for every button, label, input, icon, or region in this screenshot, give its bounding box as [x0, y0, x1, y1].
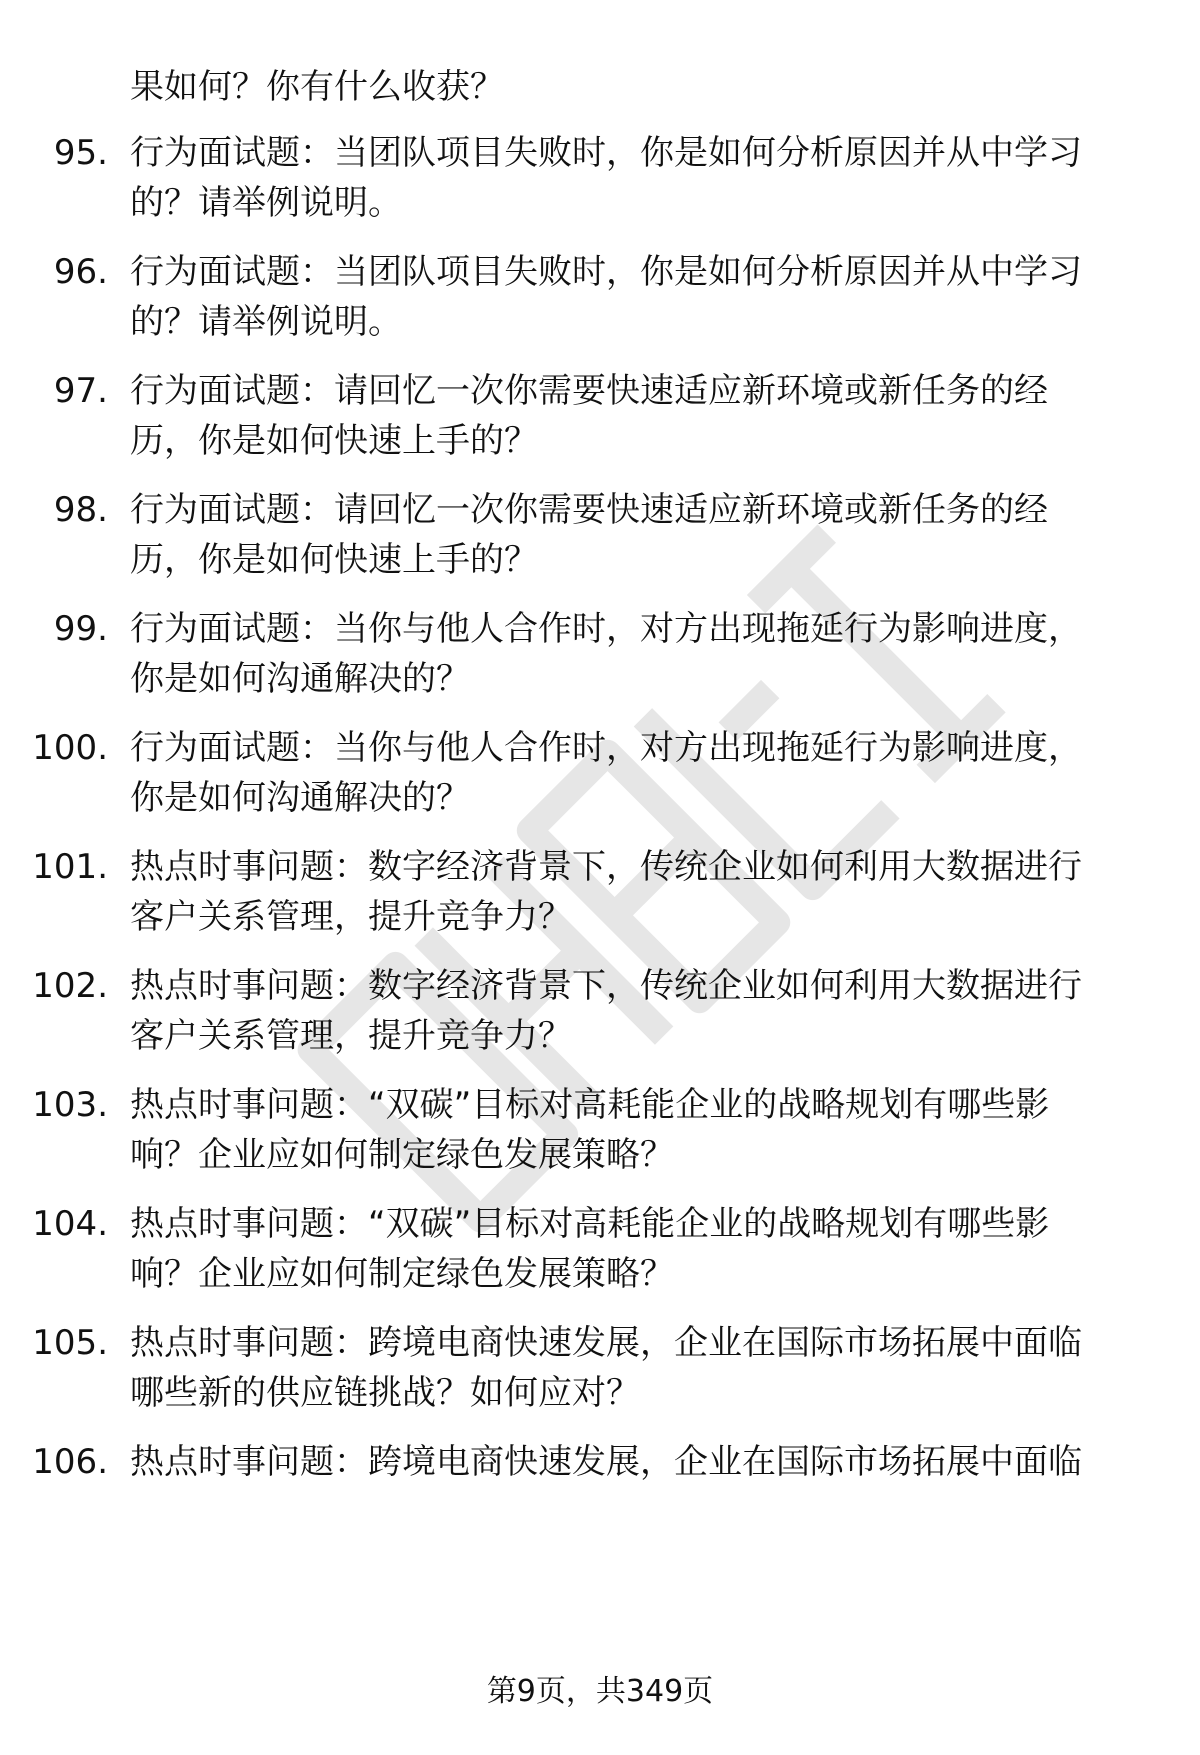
question-line: 热点时事问题：跨境电商快速发展，企业在国际市场拓展中面临 — [130, 1323, 1082, 1363]
question-number: 95. — [53, 133, 108, 173]
question-text — [130, 366, 1140, 466]
page-footer: 第9页，共349页 — [486, 1674, 714, 1709]
question-line: 你是如何沟通解决的？ — [130, 778, 470, 818]
question-line: 行为面试题：当团队项目失败时，你是如何分析原因并从中学习 — [130, 133, 1082, 173]
question-number: 106. — [32, 1442, 108, 1482]
question-number: 96. — [53, 252, 108, 292]
question-line: 客户关系管理，提升竞争力？ — [130, 1016, 572, 1056]
question-text — [130, 128, 1140, 228]
question-text — [130, 604, 1140, 704]
question-number: 98. — [53, 490, 108, 530]
question-line: 热点时事问题：“双碳”目标对高耗能企业的战略规划有哪些影 — [130, 1085, 1050, 1125]
question-line: 热点时事问题：数字经济背景下，传统企业如何利用大数据进行 — [130, 847, 1082, 887]
question-line: 响？企业应如何制定绿色发展策略？ — [130, 1135, 674, 1175]
question-line: 的？请举例说明。 — [130, 183, 402, 223]
question-text — [130, 961, 1140, 1061]
question-line: 行为面试题：请回忆一次你需要快速适应新环境或新任务的经 — [130, 490, 1048, 530]
question-line: 行为面试题：请回忆一次你需要快速适应新环境或新任务的经 — [130, 371, 1048, 411]
question-number: 102. — [32, 966, 108, 1006]
question-line: 热点时事问题：“双碳”目标对高耗能企业的战略规划有哪些影 — [130, 1204, 1050, 1244]
question-number: 103. — [32, 1085, 108, 1125]
question-line: 历，你是如何快速上手的？ — [130, 540, 538, 580]
question-text — [130, 247, 1140, 347]
question-line: 热点时事问题：数字经济背景下，传统企业如何利用大数据进行 — [130, 966, 1082, 1006]
question-number: 99. — [53, 609, 108, 649]
continued-question-line: 果如何？你有什么收获？ — [130, 67, 504, 107]
question-text — [130, 1318, 1140, 1418]
question-line: 行为面试题：当你与他人合作时，对方出现拖延行为影响进度， — [130, 609, 1082, 649]
question-line: 行为面试题：当团队项目失败时，你是如何分析原因并从中学习 — [130, 252, 1082, 292]
question-text — [130, 1437, 1140, 1487]
question-line: 客户关系管理，提升竞争力？ — [130, 897, 572, 937]
question-line: 行为面试题：当你与他人合作时，对方出现拖延行为影响进度， — [130, 728, 1082, 768]
question-number: 101. — [32, 847, 108, 887]
question-text — [130, 723, 1140, 823]
question-text — [130, 1199, 1140, 1299]
question-number: 97. — [53, 371, 108, 411]
question-number: 100. — [32, 728, 108, 768]
question-line: 历，你是如何快速上手的？ — [130, 421, 538, 461]
question-line: 响？企业应如何制定绿色发展策略？ — [130, 1254, 674, 1294]
question-line: 热点时事问题：跨境电商快速发展，企业在国际市场拓展中面临 — [130, 1442, 1082, 1482]
question-line: 哪些新的供应链挑战？如何应对？ — [130, 1373, 640, 1413]
question-text — [130, 485, 1140, 585]
question-line: 的？请举例说明。 — [130, 302, 402, 342]
question-number: 105. — [32, 1323, 108, 1363]
question-text — [130, 842, 1140, 942]
question-text — [130, 1080, 1140, 1180]
question-number: 104. — [32, 1204, 108, 1244]
question-line: 你是如何沟通解决的？ — [130, 659, 470, 699]
